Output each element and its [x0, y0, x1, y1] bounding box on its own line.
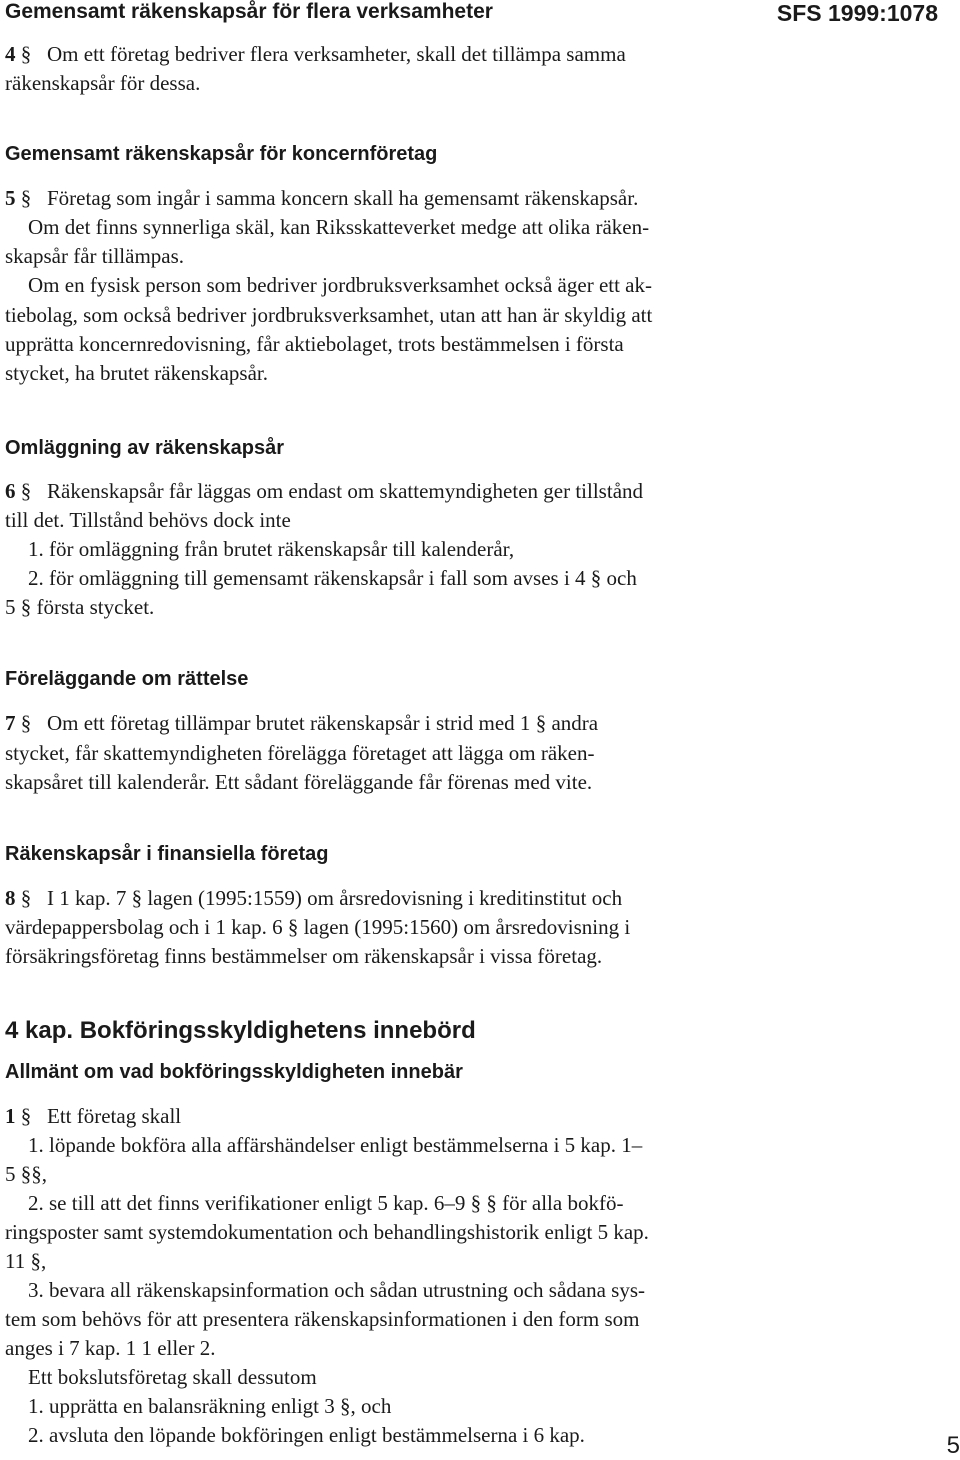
section-5-p2-line-4: stycket, ha brutet räkenskapsår.: [5, 361, 268, 385]
section-8-line-2: värdepappersbolag och i 1 kap. 6 § lagen (1995:1560) om årsredovisning i: [5, 915, 631, 939]
chapter-heading: 4 kap. Bokföringsskyldighetens innebörd: [5, 1017, 476, 1044]
section-4: [5, 40, 731, 69]
ref-comma: ,: [41, 1162, 47, 1186]
section-1-p2-item-1: 1. upprätta en balansräkning enligt 3 §, och: [28, 1394, 392, 1418]
section-6-item-2-cont: 5 § första stycket.: [5, 595, 155, 619]
section-5-p2-line-1: Om en fysisk person som bedriver jordbruksverksamhet också äger ett ak-: [28, 273, 652, 297]
section-6-line-2: till det. Tillstånd behövs dock inte: [5, 508, 291, 532]
section-5-p2-line-2: tiebolag, som också bedriver jordbruksverksamhet, utan att han är skyldig att: [5, 303, 653, 327]
section-4-line-2: räkenskapsår för dessa.: [5, 71, 201, 95]
section-6-item-2-text: 2. för omläggning till gemensamt räkenskapsår i fall som avses i 4: [28, 566, 586, 590]
section-number: 7: [5, 711, 16, 735]
sfs-number: SFS 1999:1078: [776, 0, 938, 26]
section-7: 7 § Om ett företag tillämpar brutet räkenskapsår i strid med 1 § andra: [5, 711, 599, 735]
heading-forelaggande: Föreläggande om rättelse: [5, 668, 249, 690]
section-number: 6: [5, 479, 16, 503]
section-1-item-3-line-2: tem som behövs för att presentera räkenskapsinformationen i den form som: [5, 1307, 640, 1331]
section-1-item-2-line-3: 11 §,: [5, 1249, 47, 1273]
section-number: 5: [5, 186, 16, 210]
ref-number: 11: [5, 1249, 26, 1273]
section-6-item-2-och: och: [606, 566, 637, 590]
section-1-item-2: 2. se till att det finns verifikationer enligt 5 kap. 6–9 § § för alla bokfö-: [28, 1191, 624, 1215]
section-7-line-2: stycket, får skattemyndigheten förelägga företaget att lägga om räken-: [5, 741, 595, 765]
section-sign: §: [20, 479, 32, 503]
section-6-item-1: 1. för omläggning från brutet räkenskapsår till kalenderår,: [28, 537, 515, 561]
ref-comma: ,: [40, 1249, 47, 1273]
section-1-item-1-cont: 5 §§,: [5, 1162, 47, 1186]
section-1-item-2-line-2: ringsposter samt systemdokumentation och behandlingshistorik enligt 5 kap.: [5, 1220, 649, 1244]
section-1-item-3-line-3: anges i 7 kap. 1 1 eller 2.: [5, 1336, 216, 1360]
section-6-ref-number: 5: [5, 595, 16, 619]
section-1-item-3: 3. bevara all räkenskapsinformation och sådan utrustning och sådana sys-: [28, 1278, 645, 1302]
section-1-p2-item-1-text: 1. upprätta en balansräkning enligt 3: [28, 1394, 335, 1418]
section-number: 8: [5, 886, 16, 910]
section-number: 1: [5, 1104, 16, 1128]
section-5-line-1: Företag som ingår i samma koncern skall ha gemensamt räkenskapsår.: [47, 186, 639, 210]
section-sign: §: [20, 42, 32, 66]
section-6-ref-text: första stycket.: [36, 595, 155, 619]
section-5: [5, 184, 638, 213]
section-sign: §: [20, 186, 32, 210]
section-sign: §: [20, 711, 32, 735]
section-5-p2-line-3: upprätta koncernredovisning, får aktiebolaget, trots bestämmelsen i första: [5, 332, 624, 356]
running-title: Gemensamt räkenskapsår för flera verksamheter: [5, 0, 493, 23]
heading-finansiella: Räkenskapsår i finansiella företag: [5, 843, 329, 865]
section-number: 4: [5, 42, 16, 66]
section-6-line-1: Räkenskapsår får läggas om endast om skattemyndigheten ger tillstånd: [47, 479, 644, 503]
section-5-line-2: Om det finns synnerliga skäl, kan Riksskatteverket medge att olika räken-: [28, 215, 650, 239]
section-6: [5, 477, 643, 506]
section-1-line-1: Ett företag skall: [47, 1104, 182, 1128]
heading-allmant: Allmänt om vad bokföringsskyldigheten innebär: [5, 1061, 463, 1083]
section-1-p2: Ett bokslutsföretag skall dessutom: [28, 1365, 317, 1389]
section-7-line-1-end: andra: [551, 711, 599, 735]
section-1-item-2-end: för alla bokfö-: [502, 1191, 624, 1215]
section-8-line-1: I 1 kap. 7: [47, 886, 127, 910]
section-1-item-1: 1. löpande bokföra alla affärshändelser enligt bestämmelserna i 5 kap. 1–: [28, 1133, 643, 1157]
section-8: 8 § I 1 kap. 7 § lagen (1995:1559) om årsredovisning i kreditinstitut och: [5, 886, 623, 910]
section-6-item-2: 2. för omläggning till gemensamt räkenskapsår i fall som avses i 4 § och: [28, 566, 637, 590]
page-number: 5: [946, 1432, 960, 1459]
section-8-line-3: försäkringsföretag finns bestämmelser om räkenskapsår i vissa företag.: [5, 944, 603, 968]
section-1-p2-item-1-end: , och: [350, 1394, 392, 1418]
heading-koncernforetag: Gemensamt räkenskapsår för koncernföretag: [5, 143, 438, 165]
section-8-line-2-a: värdepappersbolag och i 1 kap. 6: [5, 915, 283, 939]
section-1: [5, 1102, 181, 1131]
section-5-line-3: skapsår får tillämpas.: [5, 244, 185, 268]
section-sign: §: [20, 1104, 32, 1128]
section-7-line-1: Om ett företag tillämpar brutet räkenskapsår i strid med 1: [47, 711, 531, 735]
section-sign: §: [20, 886, 32, 910]
section-4-line-1: Om ett företag bedriver flera verksamheter, skall det tillämpa samma: [47, 42, 626, 66]
heading-omlaggning: Omläggning av räkenskapsår: [5, 437, 285, 459]
section-1-item-2-text: 2. se till att det finns verifikationer enligt 5 kap. 6–9: [28, 1191, 466, 1215]
ref-number: 5: [5, 1162, 16, 1186]
section-1-p2-item-2: 2. avsluta den löpande bokföringen enligt bestämmelserna i 6 kap.: [28, 1423, 585, 1447]
section-7-line-3: skapsåret till kalenderår. Ett sådant föreläggande får förenas med vite.: [5, 770, 593, 794]
section-8-line-2-b: lagen (1995:1560) om årsredovisning i: [303, 915, 631, 939]
section-8-line-1-end: lagen (1995:1559) om årsredovisning i kreditinstitut och: [147, 886, 623, 910]
